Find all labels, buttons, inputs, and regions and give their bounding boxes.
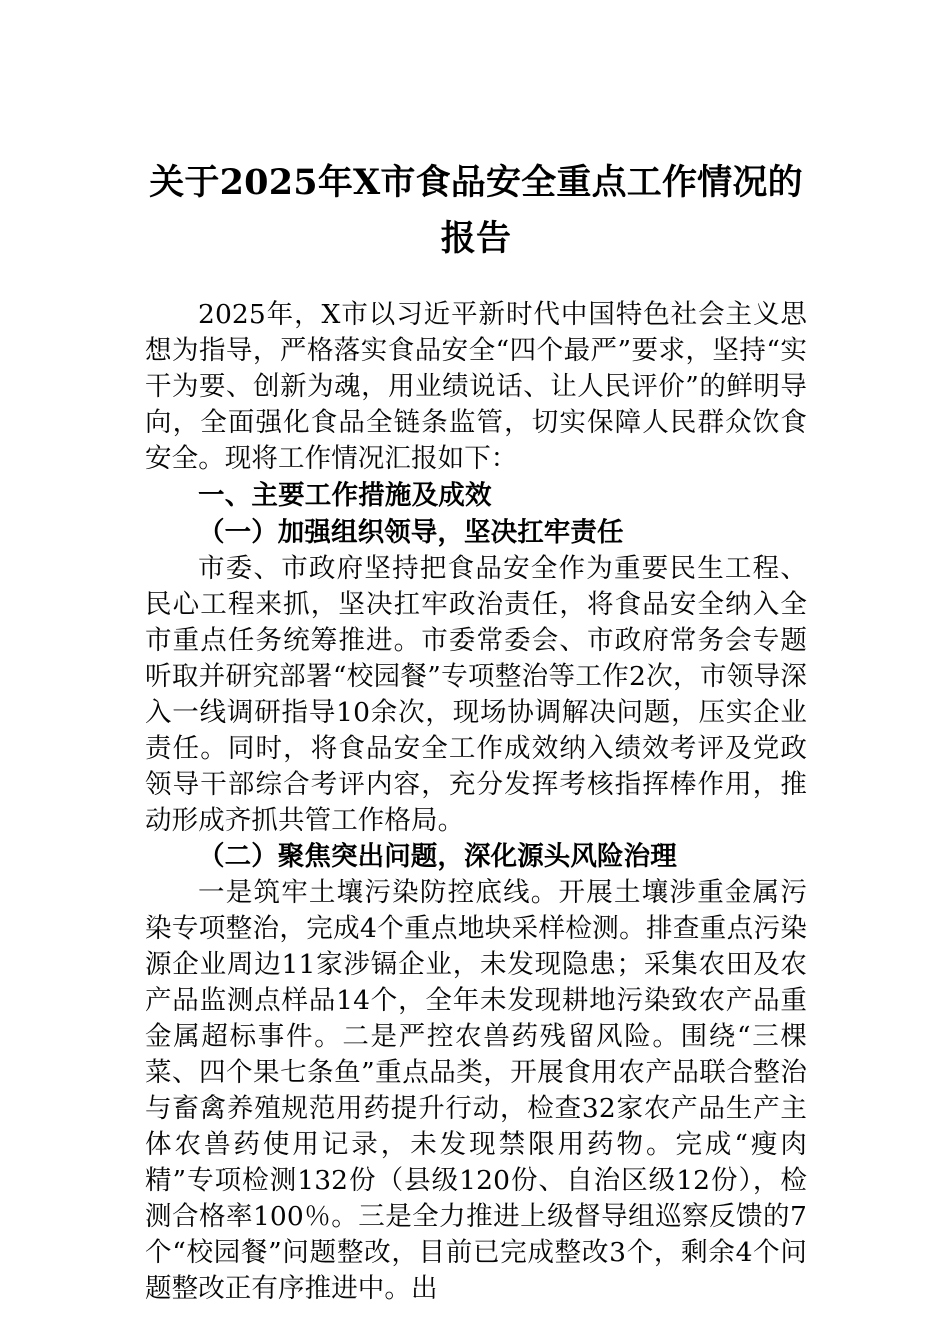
- section-heading-level-2-two: （二）聚焦突出问题，深化源头风险治理: [198, 841, 677, 872]
- lead-paragraph: 2025年，X市以习近平新时代中国特色社会主义思想为指导，严格落实食品安全“四个最严”要求，坚持“实干为要、创新为魂，用业绩说话、让人民评价”的鲜明导向，全面强化食品全链条监管，切实保障人民群众饮食安全。现将工作情况汇报如下：: [145, 299, 807, 474]
- page-content: [145, 0, 807, 1307]
- page-title-line-1: 关于2025年X市食品安全重点工作情况的: [149, 162, 803, 203]
- page-title: [145, 0, 807, 267]
- body-paragraph-two: 一是筑牢土壤污染防控底线。开展土壤涉重金属污染专项整治，完成4个重点地块采样检测。排查重点污染源企业周边11家涉镉企业，未发现隐患；采集农田及农产品监测点样品14个，全年未发现耕地污染致农产品重金属超标事件。二是严控农兽药残留风险。围绕“三棵菜、四个果七条鱼”重点品类，开展食用农产品联合整治与畜禽养殖规范用药提升行动，检查32家农产品生产主体农兽药使用记录，未发现禁限用药物。完成“瘦肉精”专项检测132份（县级120份、自治区级12份），检测合格率100％。三是全力推进上级督导组巡察反馈的7个“校园餐”问题整改，目前已完成整改3个，剩余4个问题整改正有序推进中。出: [145, 877, 807, 1304]
- section-heading-level-1: 一、主要工作措施及成效: [198, 480, 492, 511]
- section-heading-level-2-one: （一）加强组织领导，坚决扛牢责任: [198, 517, 624, 548]
- body-paragraph-one: 市委、市政府坚持把食品安全作为重要民生工程、民心工程来抓，坚决扛牢政治责任，将食品安全纳入全市重点任务统筹推进。市委常委会、市政府常务会专题听取并研究部署“校园餐”专项整治等工作2次，市领导深入一线调研指导10余次，现场协调解决问题，压实企业责任。同时，将食品安全工作成效纳入绩效考评及党政领导干部综合考评内容，充分发挥考核指挥棒作用，推动形成齐抓共管工作格局。: [145, 553, 807, 836]
- page-title-line-2: 报告: [440, 218, 512, 259]
